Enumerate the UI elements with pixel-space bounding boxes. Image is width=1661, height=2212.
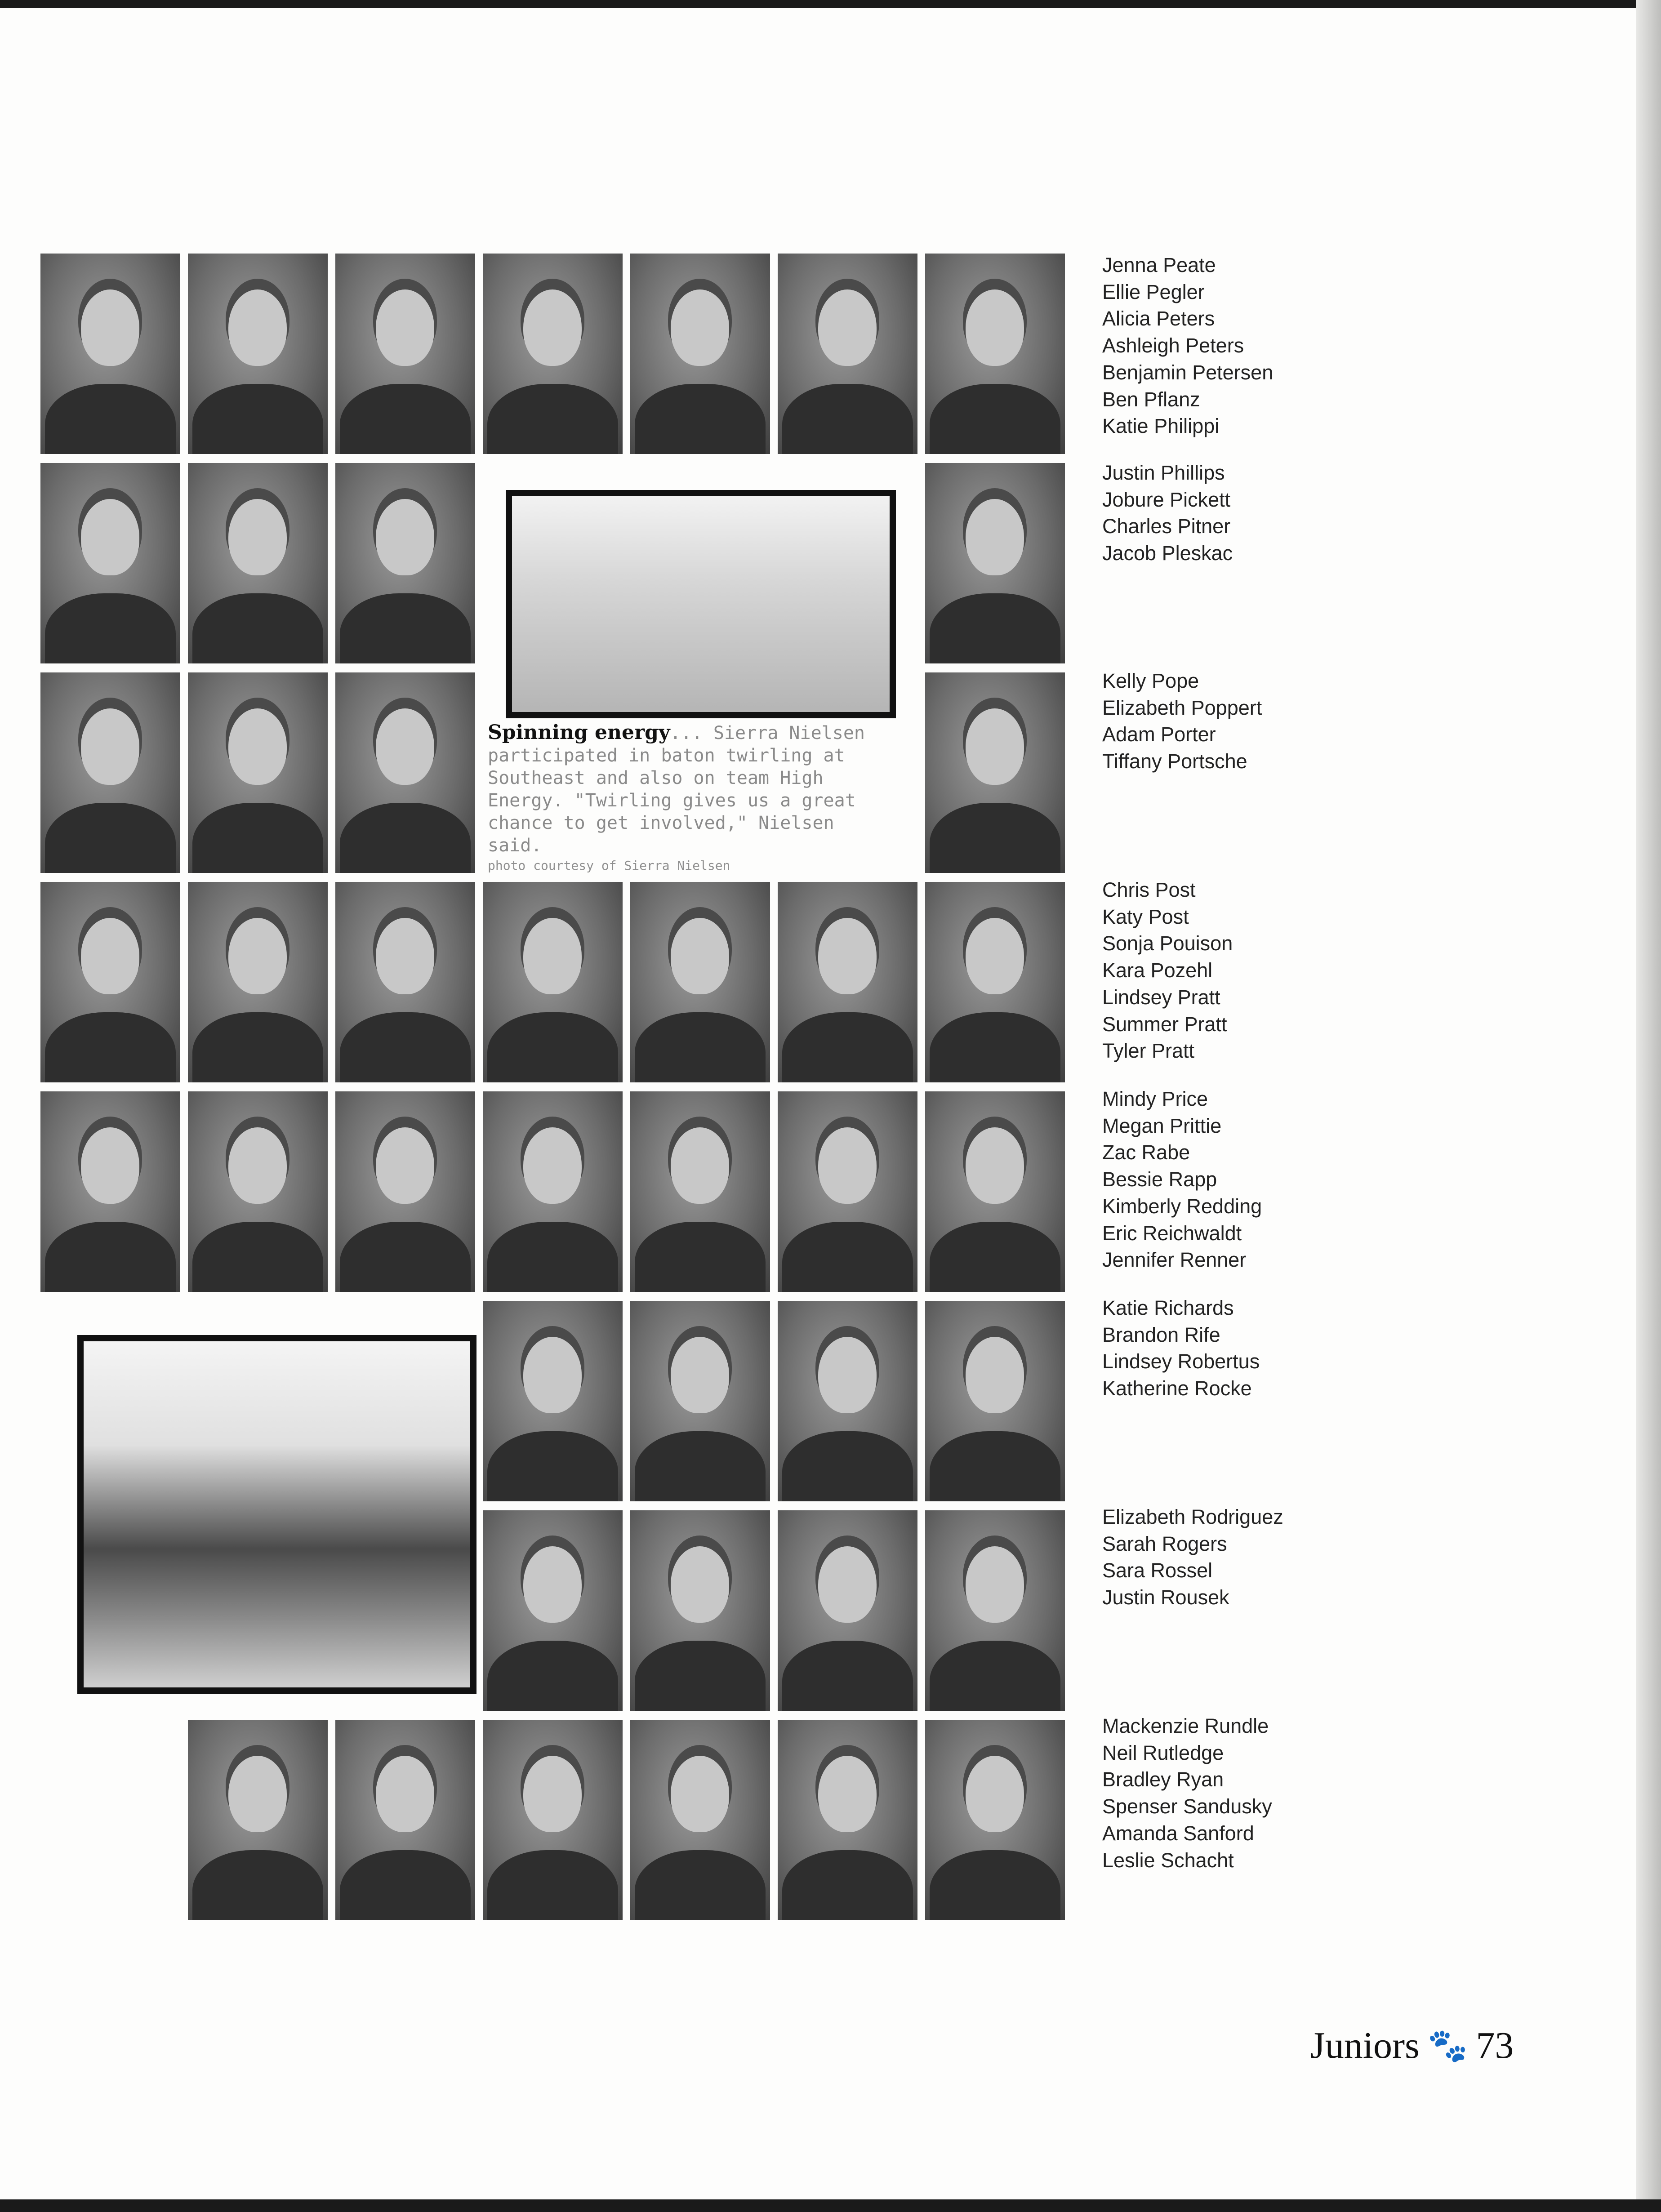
student-portrait: [778, 254, 917, 454]
caption-text: ... Sierra Nielsen participated in baton twirling at Southeast and also on team High Energy. "Twirling gives us a great chance to get involved," Nielsen said.: [488, 723, 865, 856]
bulldog-paw-icon: 🐾: [1427, 2028, 1468, 2064]
student-name: Amanda Sanford: [1102, 1821, 1254, 1845]
student-portrait: [188, 882, 328, 1082]
student-portrait: [40, 882, 180, 1082]
student-portrait: [335, 882, 475, 1082]
photo-caption: [488, 721, 879, 875]
name-group: [1102, 252, 1327, 440]
student-portrait: [188, 672, 328, 873]
student-name: Justin Phillips: [1102, 461, 1225, 484]
student-name: Megan Prittie: [1102, 1114, 1222, 1137]
student-name: Katie Richards: [1102, 1296, 1234, 1319]
student-name: Kimberly Redding: [1102, 1194, 1262, 1218]
student-portrait: [335, 1720, 475, 1920]
page-footer: [1310, 2024, 1514, 2067]
student-portrait: [925, 463, 1065, 663]
student-name: Lindsey Robertus: [1102, 1350, 1260, 1373]
student-name: Kara Pozehl: [1102, 959, 1213, 982]
student-portrait: [925, 1510, 1065, 1711]
student-portrait: [483, 1510, 623, 1711]
student-portrait: [630, 254, 770, 454]
scan-border-top: [0, 0, 1661, 8]
student-portrait: [925, 882, 1065, 1082]
student-name: Zac Rabe: [1102, 1141, 1190, 1164]
name-group: [1102, 459, 1327, 567]
student-name: Tyler Pratt: [1102, 1039, 1195, 1063]
name-group: [1102, 1713, 1327, 1874]
student-name: Elizabeth Poppert: [1102, 696, 1262, 719]
student-portrait: [925, 1091, 1065, 1292]
student-portrait: [483, 1301, 623, 1501]
student-name: Ellie Pegler: [1102, 280, 1205, 303]
student-outdoor-photo: [77, 1335, 476, 1694]
student-name: Katherine Rocke: [1102, 1377, 1252, 1400]
student-portrait: [483, 882, 623, 1082]
student-portrait: [778, 1091, 917, 1292]
student-name: Summer Pratt: [1102, 1012, 1227, 1036]
student-portrait: [778, 1720, 917, 1920]
student-name: Bessie Rapp: [1102, 1168, 1217, 1191]
student-name: Justin Rousek: [1102, 1586, 1229, 1609]
student-portrait: [483, 1091, 623, 1292]
student-name: Sara Rossel: [1102, 1559, 1213, 1582]
student-name: Neil Rutledge: [1102, 1741, 1224, 1764]
caption-credit: photo courtesy of Sierra Nielsen: [488, 858, 730, 873]
student-portrait: [483, 254, 623, 454]
caption-lead: Spinning energy: [488, 721, 670, 744]
student-name: Adam Porter: [1102, 723, 1216, 746]
student-portrait: [778, 1510, 917, 1711]
student-name: Spenser Sandusky: [1102, 1795, 1272, 1818]
student-portrait: [40, 672, 180, 873]
name-group: [1102, 877, 1327, 1064]
scan-border-right: [1636, 0, 1661, 2212]
section-title: Juniors: [1310, 2025, 1420, 2066]
student-name: Benjamin Petersen: [1102, 361, 1274, 384]
student-portrait: [630, 1091, 770, 1292]
student-name: Sarah Rogers: [1102, 1532, 1227, 1555]
student-name: Leslie Schacht: [1102, 1848, 1234, 1872]
student-name: Charles Pitner: [1102, 515, 1231, 538]
student-name: Jenna Peate: [1102, 254, 1216, 276]
student-name: Katie Philippi: [1102, 414, 1220, 438]
name-group: [1102, 1295, 1327, 1402]
student-name: Katy Post: [1102, 905, 1189, 928]
student-portrait: [188, 1720, 328, 1920]
student-name: Eric Reichwaldt: [1102, 1221, 1242, 1245]
student-portrait: [188, 254, 328, 454]
student-portrait: [925, 672, 1065, 873]
student-portrait: [778, 1301, 917, 1501]
page-number: 73: [1476, 2025, 1514, 2066]
baton-twirler-photo: [506, 490, 896, 718]
student-portrait: [630, 1510, 770, 1711]
student-portrait: [335, 1091, 475, 1292]
student-portrait: [335, 672, 475, 873]
student-name: Lindsey Pratt: [1102, 985, 1220, 1009]
student-name: Elizabeth Rodriguez: [1102, 1505, 1283, 1528]
student-name: Bradley Ryan: [1102, 1768, 1224, 1791]
student-portrait: [335, 254, 475, 454]
student-portrait: [630, 882, 770, 1082]
student-name: Jacob Pleskac: [1102, 542, 1233, 565]
student-name: Sonja Pouison: [1102, 932, 1233, 955]
student-portrait: [925, 1720, 1065, 1920]
student-portrait: [483, 1720, 623, 1920]
student-name: Jennifer Renner: [1102, 1248, 1247, 1272]
student-name: Ben Pflanz: [1102, 387, 1200, 411]
student-portrait: [40, 463, 180, 663]
student-portrait: [188, 1091, 328, 1292]
student-portrait: [778, 882, 917, 1082]
student-portrait: [40, 254, 180, 454]
name-group: [1102, 668, 1327, 775]
student-portrait: [630, 1301, 770, 1501]
student-portrait: [630, 1720, 770, 1920]
student-name: Tiffany Portsche: [1102, 750, 1247, 773]
student-name: Chris Post: [1102, 878, 1196, 901]
student-name: Mindy Price: [1102, 1087, 1208, 1110]
student-name: Brandon Rife: [1102, 1323, 1220, 1346]
student-portrait: [925, 254, 1065, 454]
name-group: [1102, 1504, 1327, 1611]
student-portrait: [40, 1091, 180, 1292]
student-portrait: [188, 463, 328, 663]
student-name: Ashleigh Peters: [1102, 334, 1244, 357]
student-name: Mackenzie Rundle: [1102, 1714, 1269, 1737]
scan-border-bottom: [0, 2199, 1661, 2212]
student-name: Jobure Pickett: [1102, 488, 1231, 511]
student-name: Kelly Pope: [1102, 669, 1199, 692]
student-portrait: [335, 463, 475, 663]
student-portrait: [925, 1301, 1065, 1501]
student-name: Alicia Peters: [1102, 307, 1215, 330]
name-group: [1102, 1086, 1327, 1273]
